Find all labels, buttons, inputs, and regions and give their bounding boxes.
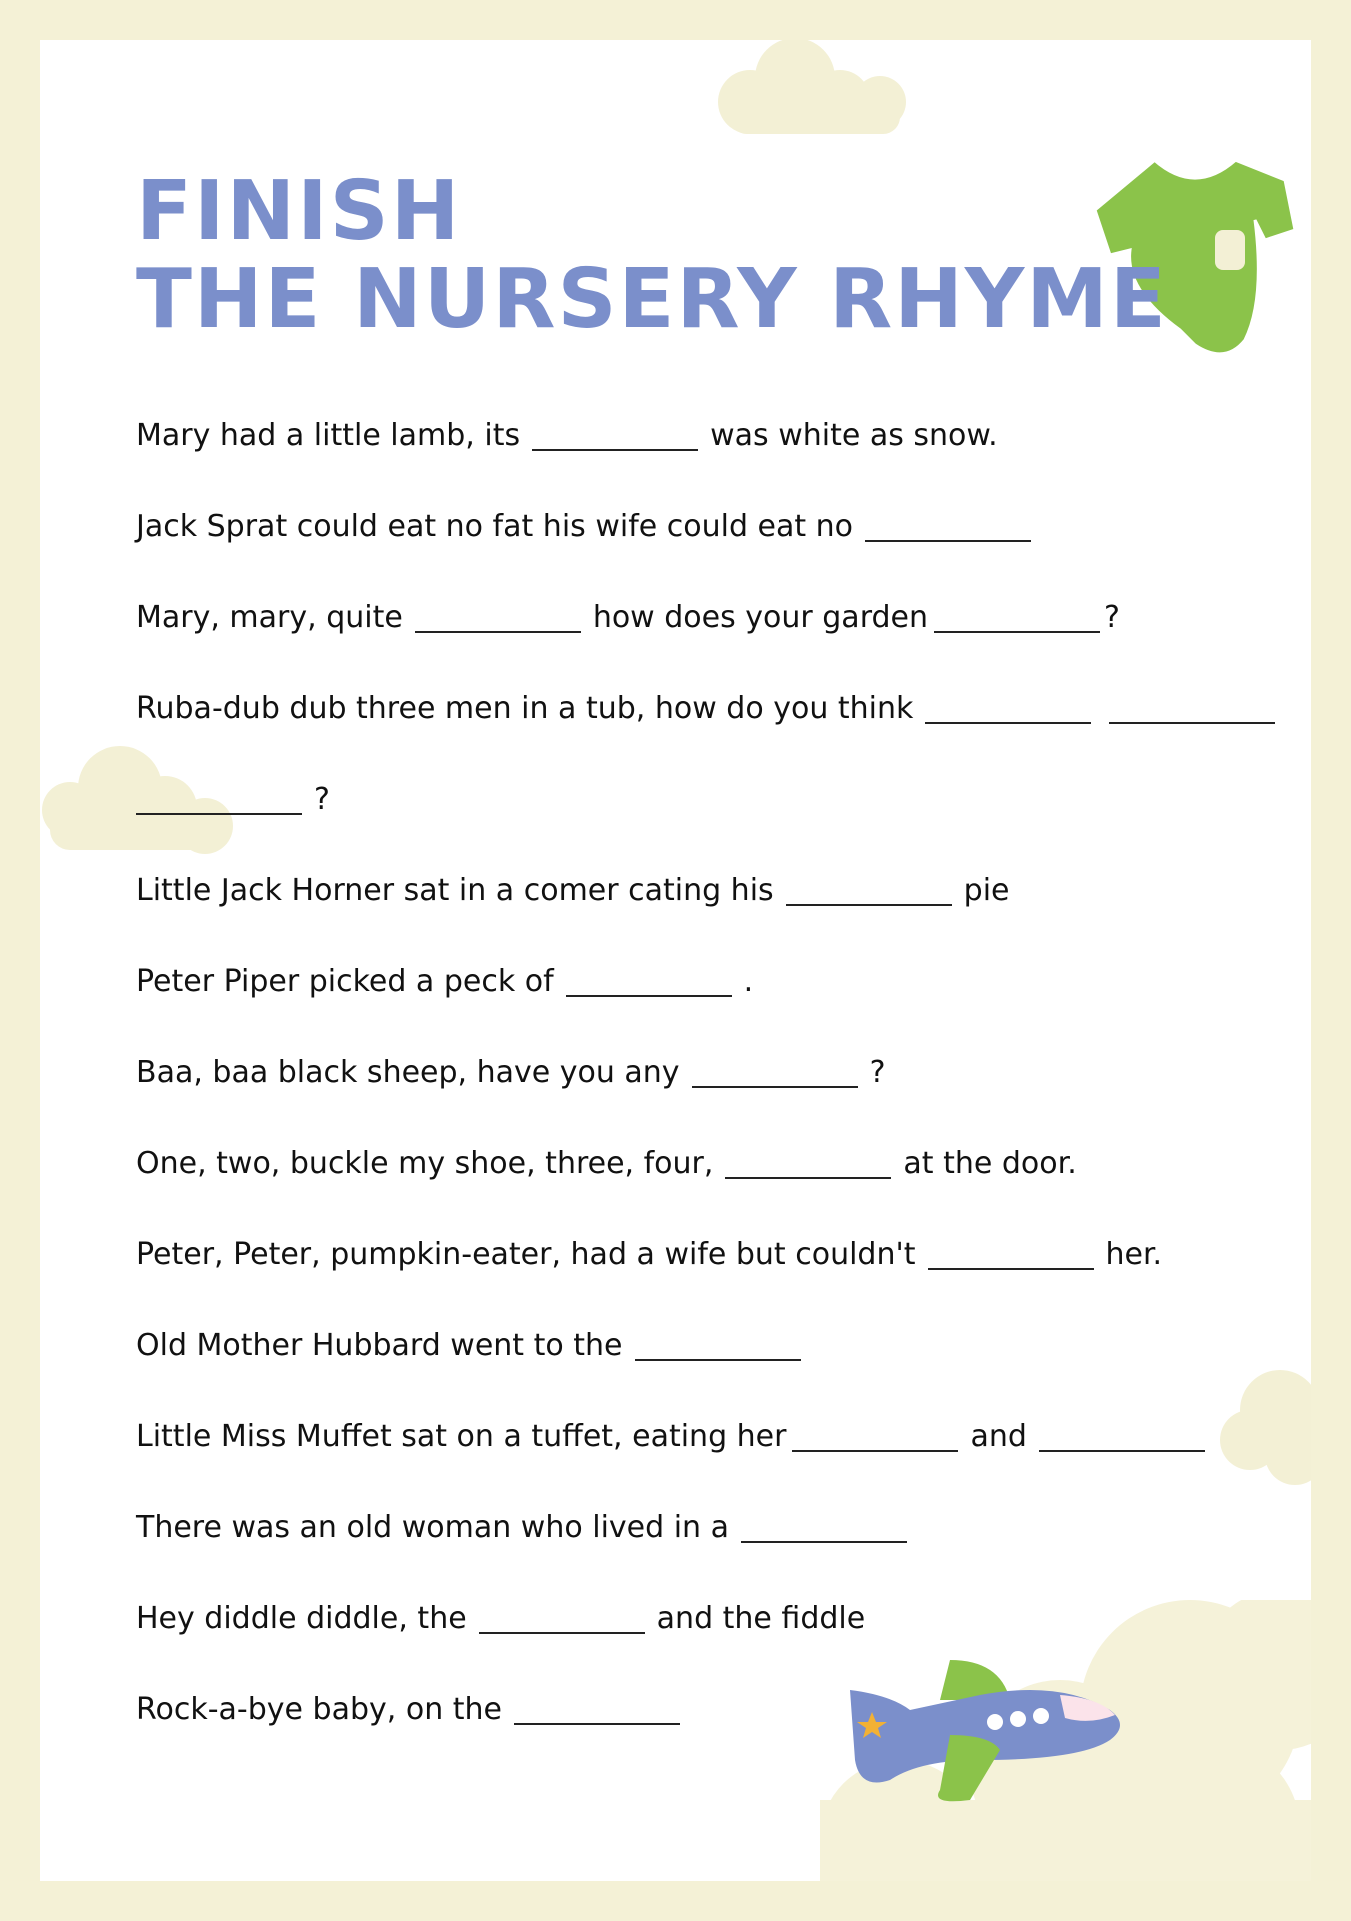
rhyme-text: Old Mother Hubbard went to the — [136, 1328, 623, 1363]
rhyme-line-8 — [136, 1144, 1077, 1184]
rhyme-text: ? — [314, 782, 330, 817]
rhyme-text: ? — [869, 1055, 886, 1090]
rhyme-text: Mary, mary, quite — [136, 600, 403, 635]
rhyme-text: at the door. — [903, 1146, 1077, 1181]
rhyme-line-6 — [136, 962, 753, 1002]
rhyme-text: Hey diddle diddle, the — [136, 1601, 467, 1636]
answer-blank[interactable] — [786, 904, 952, 906]
answer-blank[interactable] — [725, 1177, 891, 1179]
rhyme-text: Jack Sprat could eat no fat his wife could eat no — [136, 509, 854, 544]
rhyme-line-5 — [136, 871, 1010, 911]
answer-blank[interactable] — [934, 631, 1100, 633]
rhyme-text: was white as snow. — [710, 418, 998, 453]
rhyme-line-9 — [136, 1235, 1162, 1275]
rhyme-text: Peter, Peter, pumpkin-eater, had a wife but couldn't — [136, 1237, 916, 1272]
answer-blank[interactable] — [136, 813, 302, 815]
answer-blank[interactable] — [415, 631, 581, 633]
rhyme-text: Rock-a-bye baby, on the — [136, 1692, 502, 1727]
answer-blank[interactable] — [928, 1268, 1094, 1270]
answer-blank[interactable] — [532, 449, 698, 451]
rhyme-line-3 — [136, 598, 1120, 638]
rhyme-text: Ruba-dub dub three men in a tub, how do you think — [136, 691, 914, 726]
rhyme-line-1 — [136, 416, 998, 456]
rhyme-text: Little Jack Horner sat in a comer cating his — [136, 873, 774, 908]
rhyme-text: and the fiddle — [656, 1601, 866, 1636]
rhyme-text: pie — [963, 873, 1010, 908]
rhyme-line-7 — [136, 1053, 886, 1093]
title-line-1: FINISH — [136, 164, 462, 259]
rhyme-line-2 — [136, 507, 1043, 547]
rhyme-text: and — [970, 1419, 1027, 1454]
rhyme-line-11 — [136, 1417, 1217, 1457]
answer-blank[interactable] — [635, 1359, 801, 1361]
airplane-icon — [830, 1640, 1160, 1820]
rhyme-line-14 — [136, 1690, 692, 1730]
answer-blank[interactable] — [479, 1632, 645, 1634]
title-line-2: THE NURSERY RHYME — [136, 252, 1168, 347]
answer-blank[interactable] — [865, 540, 1031, 542]
rhyme-line-4-continued — [136, 780, 330, 820]
page-title — [136, 164, 1168, 347]
rhyme-line-10 — [136, 1326, 813, 1366]
answer-blank[interactable] — [741, 1541, 907, 1543]
answer-blank[interactable] — [1109, 722, 1275, 724]
rhyme-line-4 — [136, 689, 1287, 729]
rhyme-text: her. — [1105, 1237, 1163, 1272]
rhyme-line-13 — [136, 1599, 865, 1639]
answer-blank[interactable] — [792, 1450, 958, 1452]
answer-blank[interactable] — [925, 722, 1091, 724]
rhyme-text: Mary had a little lamb, its — [136, 418, 521, 453]
cloud-icon — [1220, 1360, 1311, 1490]
cloud-icon — [680, 40, 920, 150]
rhyme-text: One, two, buckle my shoe, three, four, — [136, 1146, 714, 1181]
answer-blank[interactable] — [692, 1086, 858, 1088]
rhyme-line-12 — [136, 1508, 919, 1548]
rhyme-text: Baa, baa black sheep, have you any — [136, 1055, 680, 1090]
rhyme-text: . — [743, 964, 754, 999]
rhyme-text: Peter Piper picked a peck of — [136, 964, 554, 999]
answer-blank[interactable] — [566, 995, 732, 997]
rhyme-text: There was an old woman who lived in a — [136, 1510, 729, 1545]
answer-blank[interactable] — [514, 1723, 680, 1725]
rhyme-text: ? — [1104, 600, 1120, 635]
rhyme-text: Little Miss Muffet sat on a tuffet, eating her — [136, 1419, 787, 1454]
worksheet-page — [40, 40, 1311, 1881]
rhyme-text: how does your garden — [592, 600, 929, 635]
answer-blank[interactable] — [1039, 1450, 1205, 1452]
